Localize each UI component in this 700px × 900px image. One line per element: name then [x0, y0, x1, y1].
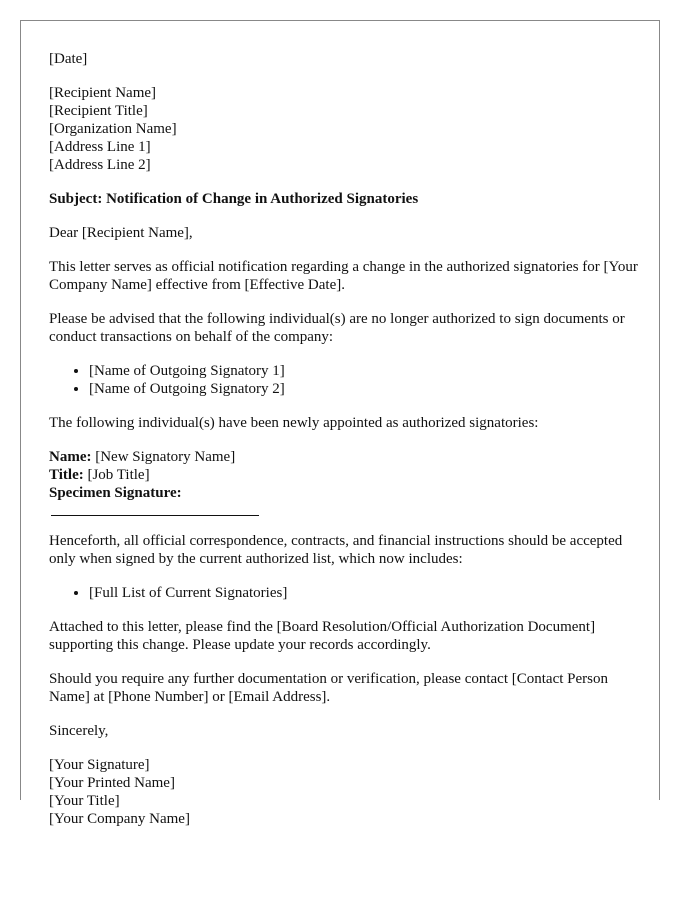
- signature-blank-line: [51, 502, 259, 516]
- letter-content: [49, 50, 649, 844]
- recipient-organization: [Organization Name]: [49, 121, 177, 137]
- letter-page: [20, 20, 660, 827]
- list-item: • [Full List of Current Signatories]: [89, 584, 649, 602]
- signature-block: [49, 756, 649, 828]
- salutation: Dear [Recipient Name],: [49, 225, 193, 241]
- recipient-block: [49, 84, 649, 174]
- paragraph-contact: Should you require any further documentation or verification, please contact [Contact Person Name] at [Phone Number] or [Email Address].: [49, 671, 608, 705]
- recipient-address-line-2: [Address Line 2]: [49, 157, 151, 173]
- specimen-signature-label: Specimen Signature:: [49, 485, 182, 501]
- current-signatories-list: [49, 584, 649, 602]
- new-signatory-title-label: Title:: [49, 467, 84, 483]
- paragraph-intro: This letter serves as official notification regarding a change in the authorized signatories for [Your Company Name] effective from [Effective Date].: [49, 259, 638, 293]
- recipient-name: [Recipient Name]: [49, 85, 157, 101]
- new-signatory-title-value: [Job Title]: [87, 467, 150, 483]
- sender-signature: [Your Signature]: [49, 757, 150, 773]
- new-signatory-name-label: Name:: [49, 449, 92, 465]
- sender-company: [Your Company Name]: [49, 811, 190, 827]
- sender-title: [Your Title]: [49, 793, 120, 809]
- paragraph-new-signatories: The following individual(s) have been newly appointed as authorized signatories:: [49, 415, 539, 431]
- specimen-signature-line: [49, 484, 649, 516]
- recipient-title: [Recipient Title]: [49, 103, 148, 119]
- sender-printed-name: [Your Printed Name]: [49, 775, 175, 791]
- new-signatory-block: [49, 448, 649, 516]
- new-signatory-name-value: [New Signatory Name]: [95, 449, 236, 465]
- list-item: • [Name of Outgoing Signatory 1]: [89, 362, 649, 380]
- new-signatory-title-line: [49, 466, 649, 484]
- letter-date: [Date]: [49, 51, 88, 67]
- closing: Sincerely,: [49, 723, 109, 739]
- new-signatory-name-line: [49, 448, 649, 466]
- paragraph-outgoing: Please be advised that the following individual(s) are no longer authorized to sign documents or conduct transactions on behalf of the company:: [49, 311, 625, 345]
- paragraph-attached: Attached to this letter, please find the [Board Resolution/Official Authorization Document] supporting this change. Please update your records accordingly.: [49, 619, 596, 653]
- paragraph-henceforth: Henceforth, all official correspondence, contracts, and financial instructions should be accepted only when signed by the current authorized list, which now includes:: [49, 533, 623, 567]
- letter-subject: Subject: Notification of Change in Authorized Signatories: [49, 191, 419, 207]
- outgoing-signatories-list: [49, 362, 649, 398]
- list-item: • [Name of Outgoing Signatory 2]: [89, 380, 649, 398]
- recipient-address-line-1: [Address Line 1]: [49, 139, 151, 155]
